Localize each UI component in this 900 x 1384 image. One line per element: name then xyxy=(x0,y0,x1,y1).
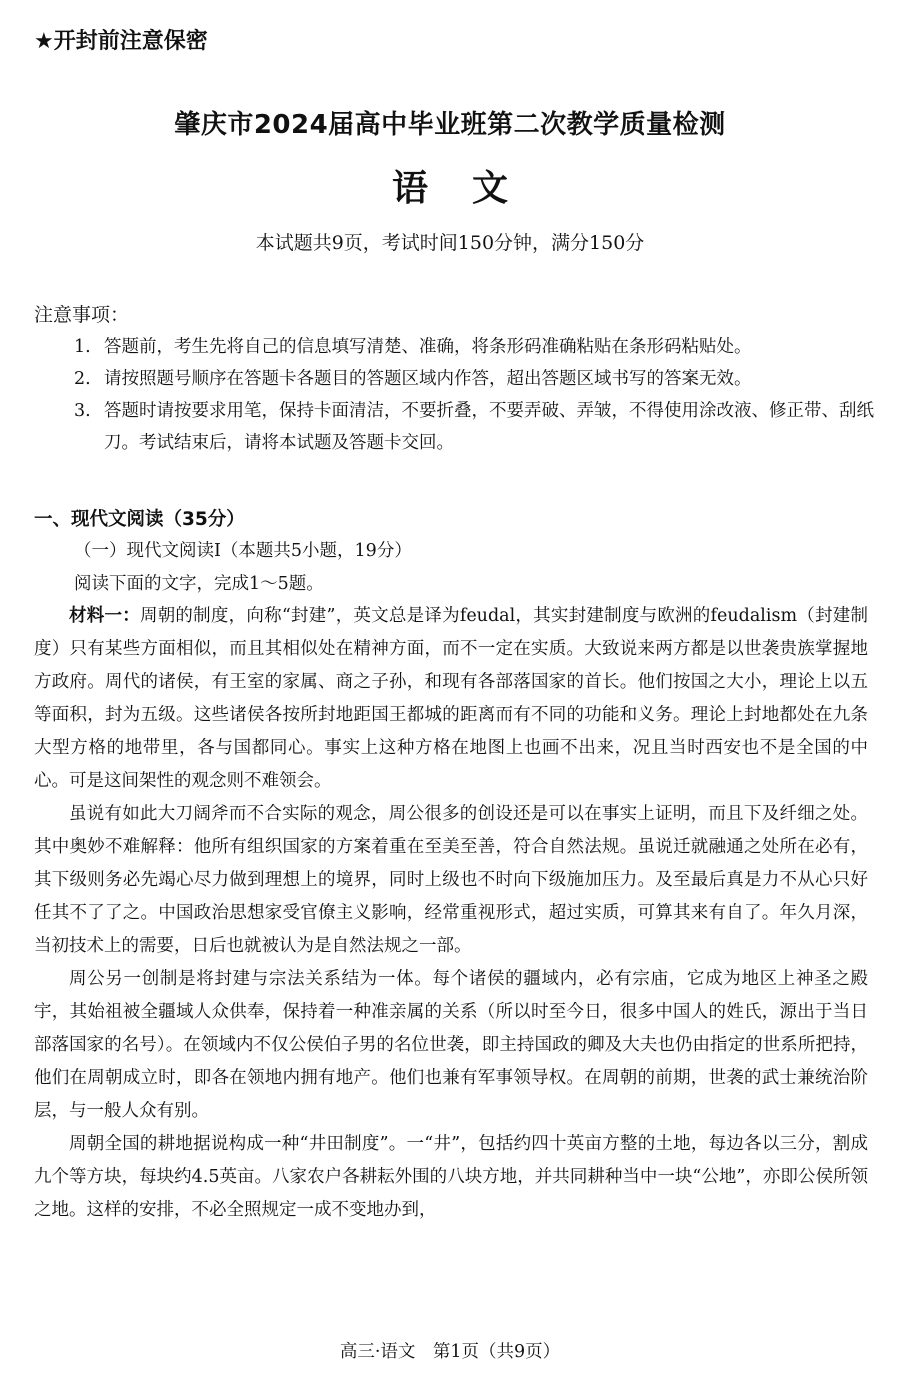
notice-item xyxy=(74,363,874,395)
notice-item xyxy=(74,395,874,459)
exam-title: 肇庆市2024届高中毕业班第二次教学质量检测 xyxy=(174,110,726,140)
notice-text: 答题前，考生先将自己的信息填写清楚、准确，将条形码准确粘贴在条形码粘贴处。 xyxy=(104,337,752,357)
paragraph-text: 周朝的制度，向称“封建”，英文总是译为feudal，其实封建制度与欧洲的feudalism（封建制度）只有某些方面相似，而且其相似处在精神方面，而不一定在实质。大致说来两方都是以世袭贵族掌握地方政府。周代的诸侯，有王室的家属、商之子孙，和现有各部落国家的首长。他们按国之大小，理论上以五等面积，封为五级。这些诸侯各按所封地距国王都城的距离而有不同的功能和义务。理论上封地都处在九条大型方格的地带里，各与国都同心。事实上这种方格在地图上也画不出来，况且当时西安也不是全国的中心。可是这间架性的观念则不难领会。 xyxy=(34,606,868,791)
notice-list xyxy=(74,331,874,459)
notice-number: 2. xyxy=(74,369,91,389)
notice-text: 答题时请按要求用笔，保持卡面清洁，不要折叠，不要弄破、弄皱，不得使用涂改液、修正带、刮纸刀。考试结束后，请将本试题及答题卡交回。 xyxy=(104,401,874,453)
sub-heading: （一）现代文阅读Ⅰ（本题共5小题，19分） xyxy=(74,541,412,561)
subject-title: 语文 xyxy=(391,167,552,209)
notice-title: 注意事项： xyxy=(34,304,130,326)
notice-text: 请按照题号顺序在答题卡各题目的答题区域内作答，超出答题区域书写的答案无效。 xyxy=(104,369,752,389)
passage-paragraph: 虽说有如此大刀阔斧而不合实际的观念，周公很多的创设还是可以在事实上证明，而且下及纤细之处。其中奥妙不难解释：他所有组织国家的方案着重在至美至善，符合自然法规。虽说迁就融通之处所在必有，其下级则务必先竭心尽力做到理想上的境界，同时上级也不时向下级施加压力。及至最后真是力不从心只好任其不了了之。中国政治思想家受官僚主义影响，经常重视形式，超过实质，可算其来有自了。年久月深，当初技术上的需要，日后也就被认为是自然法规之一部。 xyxy=(34,804,868,956)
passage-paragraph: 周朝全国的耕地据说构成一种“井田制度”。一“井”，包括约四十英亩方整的土地，每边各以三分，割成九个等方块，每块约4.5英亩。八家农户各耕耘外围的八块方地，并共同耕种当中一块“公地”，亦即公侯所领之地。这样的安排，不必全照规定一成不变地办到， xyxy=(34,1134,868,1220)
passage-body xyxy=(34,600,868,1227)
notice-number: 3. xyxy=(74,401,91,421)
notice-item xyxy=(74,331,874,363)
reading-instruction: 阅读下面的文字，完成1～5题。 xyxy=(74,574,324,594)
page-footer: 高三·语文 第1页（共9页） xyxy=(339,1342,561,1362)
section-heading: 一、现代文阅读（35分） xyxy=(34,509,245,530)
notice-number: 1. xyxy=(74,337,91,357)
passage-paragraph xyxy=(34,600,868,798)
material-label: 材料一： xyxy=(69,606,140,626)
exam-info: 本试题共9页，考试时间150分钟，满分150分 xyxy=(255,232,645,254)
secrecy-label: ★开封前注意保密 xyxy=(34,29,208,54)
passage-paragraph: 周公另一创制是将封建与宗法关系结为一体。每个诸侯的疆域内，必有宗庙，它成为地区上神圣之殿宇，其始祖被全疆域人众供奉，保持着一种准亲属的关系（所以时至今日，很多中国人的姓氏，源出于当日部落国家的名号）。在领域内不仅公侯伯子男的名位世袭，即主持国政的卿及大夫也仍由指定的世系所把持，他们在周朝成立时，即各在领地内拥有地产。他们也兼有军事领导权。在周朝的前期，世袭的武士兼统治阶层，与一般人众有别。 xyxy=(34,969,868,1121)
